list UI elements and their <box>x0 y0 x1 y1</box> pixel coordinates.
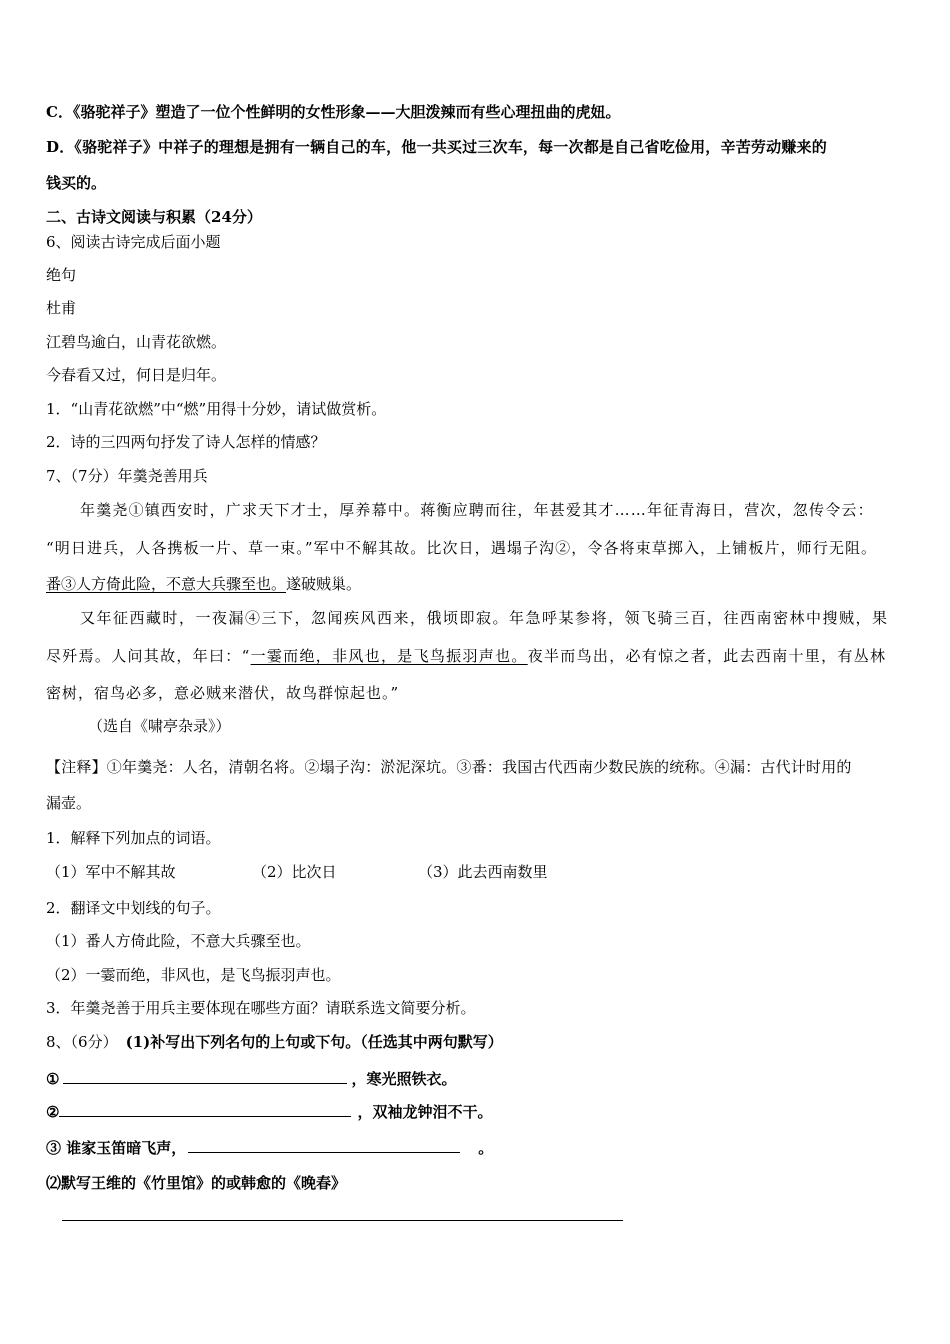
poem-line: 江碧鸟逾白，山青花欲燃。 <box>46 333 227 351</box>
poem-title: 绝句 <box>46 266 77 284</box>
q7-subquestion-3: 3．年羹尧善于用兵主要体现在哪些方面？请联系选文简要分析。 <box>46 999 476 1017</box>
option-c: C．《骆驼祥子》塑造了一位个性鲜明的女性形象——大胆泼辣而有些心理扭曲的虎妞。 <box>46 103 621 121</box>
option-d-line1: D．《骆驼祥子》中祥子的理想是拥有一辆自己的车，他一共买过三次车，每一次都是自己省吃俭用，辛苦劳动赚来的 <box>46 138 827 156</box>
underlined-sentence-1: 番③人方倚此险，不意大兵骤至也。 <box>46 575 287 593</box>
translate-item: （2）一霎而绝，非风也，是飞鸟振羽声也。 <box>46 966 341 984</box>
fill-blank-1: ① ，寒光照铁衣。 <box>46 1070 457 1088</box>
vocab-item: （3）此去西南数里 <box>418 863 548 881</box>
q8-prompt: 8、（6分） (1)补写出下列名句的上句或下句。（任选其中两句默写） <box>46 1033 503 1051</box>
answer-blank[interactable] <box>63 1069 347 1084</box>
answer-blank[interactable] <box>188 1138 460 1153</box>
passage-paragraph-2: 尽歼焉。人问其故，年曰：“一霎而绝，非风也，是飞鸟振羽声也。夜半而鸟出，必有惊之者，此去西南十里，有丛林 <box>46 647 887 665</box>
passage-paragraph-2: 又年征西藏时，一夜漏④三下，忽闻疾风西来，俄顷即寂。年急呼某参将，领飞骑三百，往西南密林中搜贼，果 <box>80 609 889 627</box>
answer-blank[interactable] <box>59 1102 351 1117</box>
underlined-sentence-2: 一霎而绝，非风也，是飞鸟振羽声也。 <box>250 647 528 665</box>
fill-blank-3: ③ 谁家玉笛暗飞声， 。 <box>46 1139 494 1157</box>
q6-prompt: 6、阅读古诗完成后面小题 <box>46 233 221 251</box>
annotation-notes: 【注释】①年羹尧：人名，清朝名将。②塌子沟：淤泥深坑。③番：我国古代西南少数民族的统称。④漏：古代计时用的 <box>46 758 852 776</box>
q7-prompt: 7、（7分）年羹尧善用兵 <box>46 467 208 485</box>
q7-subquestion-1: 1．解释下列加点的词语。 <box>46 829 221 847</box>
q8-part-2: ⑵默写王维的《竹里馆》的或韩愈的《晚春》 <box>46 1174 347 1192</box>
passage-paragraph-1: “明日进兵，人各携板一片、草一束。”军中不解其故。比次日，遇塌子沟②，令各将束草掷入，上铺板片，师行无阻。 <box>46 539 878 557</box>
vocab-item: （2）比次日 <box>252 863 337 881</box>
q6-subquestion-1: 1．“山青花欲燃”中“燃”用得十分妙，请试做赏析。 <box>46 400 387 418</box>
answer-line[interactable] <box>62 1220 623 1221</box>
passage-paragraph-1: 年羹尧①镇西安时，广求天下才士，厚养幕中。蒋衡应聘而往，年甚爱其才……年征青海日，营次，忽传令云： <box>80 501 874 519</box>
passage-source: （选自《啸亭杂录》） <box>88 717 231 735</box>
q7-subquestion-2: 2．翻译文中划线的句子。 <box>46 899 221 917</box>
q6-subquestion-2: 2．诗的三四两句抒发了诗人怎样的情感？ <box>46 433 326 451</box>
poem-author: 杜甫 <box>46 299 77 317</box>
annotation-notes: 漏壶。 <box>46 794 92 812</box>
option-d-line2: 钱买的。 <box>46 174 107 192</box>
passage-paragraph-2: 密树，宿鸟必多，意必贼来潜伏，故鸟群惊起也。” <box>46 684 400 702</box>
section-heading: 二、古诗文阅读与积累（24分） <box>46 208 262 226</box>
fill-blank-2: ② ，双袖龙钟泪不干。 <box>46 1103 493 1121</box>
poem-line: 今春看又过，何日是归年。 <box>46 366 227 384</box>
vocab-item: （1）军中不解其故 <box>46 863 176 881</box>
translate-item: （1）番人方倚此险，不意大兵骤至也。 <box>46 932 311 950</box>
passage-paragraph-1: 番③人方倚此险，不意大兵骤至也。遂破贼巢。 <box>46 575 362 593</box>
